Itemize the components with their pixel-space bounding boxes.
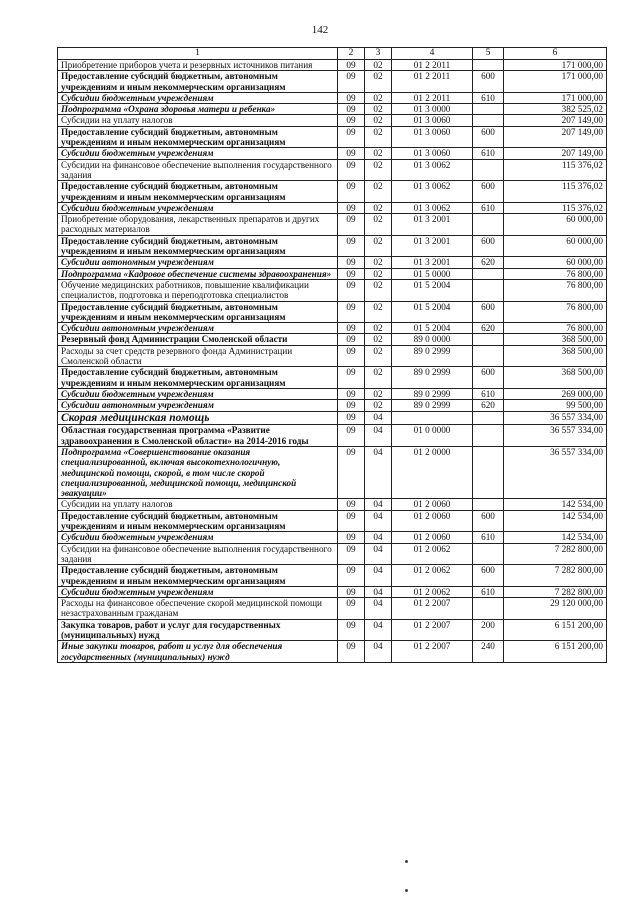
row-subsection-cell: 02 [365,334,392,345]
row-subsection-cell: 04 [365,510,392,532]
scan-speck [405,889,408,892]
row-name-cell: Предоставление субсидий бюджетным, автономным учреждениям и иным некоммерческим организациям [58,301,338,323]
row-subsection-cell: 04 [365,532,392,543]
row-expense-type-cell: 600 [473,565,504,587]
table-row [58,71,607,93]
row-name-cell: Предоставление субсидий бюджетным, автономным учреждениям и иным некоммерческим организациям [58,367,338,389]
table-row [58,301,607,323]
row-section-cell: 09 [338,115,365,126]
row-expense-type-cell: 600 [473,301,504,323]
row-subsection-cell: 02 [365,202,392,213]
row-name-cell: Субсидии бюджетным учреждениям [58,202,338,213]
row-expense-type-cell [473,268,504,279]
row-amount-cell: 7 282 800,00 [504,565,607,587]
row-amount-cell: 115 376,02 [504,181,607,203]
row-subsection-cell: 02 [365,71,392,93]
row-section-cell: 09 [338,543,365,565]
row-section-cell: 09 [338,126,365,148]
row-section-cell: 09 [338,268,365,279]
table-row [58,565,607,587]
table-row [58,60,607,71]
row-subsection-cell: 04 [365,543,392,565]
row-section-cell: 09 [338,301,365,323]
row-subsection-cell: 02 [365,92,392,103]
row-target-article-cell: 01 2 0062 [392,565,473,587]
row-name-cell: Приобретение приборов учета и резервных источников питания [58,60,338,71]
row-amount-cell: 76 800,00 [504,301,607,323]
row-expense-type-cell [473,446,504,498]
row-target-article-cell [392,411,473,425]
row-expense-type-cell: 610 [473,148,504,159]
row-amount-cell: 76 800,00 [504,268,607,279]
row-name-cell: Субсидии на уплату налогов [58,499,338,510]
row-section-cell: 09 [338,586,365,597]
row-section-cell: 09 [338,159,365,181]
row-name-cell: Предоставление субсидий бюджетным, автономным учреждениям и иным некоммерческим организациям [58,71,338,93]
row-section-cell: 09 [338,71,365,93]
table-row [58,159,607,181]
table-row [58,388,607,399]
row-expense-type-cell: 600 [473,235,504,257]
row-section-cell: 09 [338,499,365,510]
row-amount-cell: 36 557 334,00 [504,411,607,425]
row-expense-type-cell [473,104,504,115]
row-target-article-cell: 01 5 2004 [392,279,473,301]
row-expense-type-cell: 200 [473,619,504,641]
row-expense-type-cell [473,345,504,367]
row-section-cell: 09 [338,235,365,257]
row-expense-type-cell: 610 [473,586,504,597]
row-section-cell: 09 [338,334,365,345]
table-row [58,104,607,115]
row-expense-type-cell: 600 [473,367,504,389]
column-header-amount: 6 [504,48,607,60]
row-expense-type-cell [473,115,504,126]
row-name-cell: Субсидии бюджетным учреждениям [58,388,338,399]
row-expense-type-cell [473,499,504,510]
row-section-cell: 09 [338,214,365,236]
row-amount-cell: 29 120 000,00 [504,598,607,620]
table-body [58,60,607,663]
row-subsection-cell: 02 [365,159,392,181]
row-expense-type-cell: 610 [473,202,504,213]
table-row [58,510,607,532]
row-amount-cell: 7 282 800,00 [504,586,607,597]
row-subsection-cell: 04 [365,619,392,641]
row-name-cell: Подпрограмма «Охрана здоровья матери и ребенка» [58,104,338,115]
row-amount-cell: 60 000,00 [504,235,607,257]
row-subsection-cell: 02 [365,279,392,301]
row-name-cell: Субсидии на финансовое обеспечение выполнения государственного задания [58,159,338,181]
row-amount-cell: 99 500,00 [504,400,607,411]
row-section-cell: 09 [338,411,365,425]
row-target-article-cell: 01 3 2001 [392,257,473,268]
row-target-article-cell: 01 2 0060 [392,532,473,543]
table-row [58,115,607,126]
row-amount-cell: 7 282 800,00 [504,543,607,565]
table-row [58,235,607,257]
row-expense-type-cell [473,543,504,565]
table-row [58,214,607,236]
row-target-article-cell: 01 3 0000 [392,104,473,115]
table-row [58,367,607,389]
row-target-article-cell: 01 2 0062 [392,543,473,565]
row-expense-type-cell: 620 [473,257,504,268]
row-subsection-cell: 02 [365,345,392,367]
row-name-cell: Подпрограмма «Совершенствование оказания специализированной, включая высокотехнологичную, медицинской помощи, скорой, в том числе скорой специализированной, медицинской помощи, медицинской эвакуации» [58,446,338,498]
row-amount-cell: 368 500,00 [504,367,607,389]
row-amount-cell: 171 000,00 [504,60,607,71]
row-subsection-cell: 04 [365,499,392,510]
row-name-cell: Приобретение оборудования, лекарственных препаратов и других расходных материалов [58,214,338,236]
row-target-article-cell: 89 0 2999 [392,367,473,389]
row-name-cell: Субсидии бюджетным учреждениям [58,92,338,103]
budget-table [57,47,607,663]
row-target-article-cell: 01 3 0062 [392,181,473,203]
row-name-cell: Субсидии бюджетным учреждениям [58,148,338,159]
row-section-cell: 09 [338,202,365,213]
row-target-article-cell: 01 5 2004 [392,301,473,323]
table-row [58,499,607,510]
row-amount-cell: 171 000,00 [504,92,607,103]
row-amount-cell: 6 151 200,00 [504,641,607,663]
row-expense-type-cell [473,334,504,345]
table-row [58,268,607,279]
table-row [58,411,607,425]
row-section-cell: 09 [338,641,365,663]
row-expense-type-cell: 600 [473,71,504,93]
row-target-article-cell: 01 2 2007 [392,619,473,641]
row-amount-cell: 76 800,00 [504,279,607,301]
row-section-cell: 09 [338,257,365,268]
row-amount-cell: 115 376,02 [504,202,607,213]
column-header-section: 2 [338,48,365,60]
row-target-article-cell: 01 2 2007 [392,641,473,663]
row-target-article-cell: 01 2 0060 [392,499,473,510]
page-number: 142 [311,24,329,36]
row-subsection-cell: 04 [365,446,392,498]
row-amount-cell: 36 557 334,00 [504,446,607,498]
row-section-cell: 09 [338,400,365,411]
row-subsection-cell: 02 [365,181,392,203]
row-name-cell: Субсидии на финансовое обеспечение выполнения государственного задания [58,543,338,565]
row-target-article-cell: 01 2 2011 [392,92,473,103]
row-section-cell: 09 [338,510,365,532]
row-subsection-cell: 02 [365,257,392,268]
row-section-cell: 09 [338,345,365,367]
row-expense-type-cell [473,425,504,447]
row-subsection-cell: 04 [365,425,392,447]
row-section-cell: 09 [338,92,365,103]
table-row [58,334,607,345]
table-row [58,92,607,103]
row-section-cell: 09 [338,446,365,498]
row-amount-cell: 60 000,00 [504,257,607,268]
row-expense-type-cell [473,60,504,71]
table-row [58,586,607,597]
row-section-cell: 09 [338,181,365,203]
row-name-cell: Предоставление субсидий бюджетным, автономным учреждениям и иным некоммерческим организациям [58,235,338,257]
row-subsection-cell: 02 [365,115,392,126]
column-header-subsection: 3 [365,48,392,60]
row-amount-cell: 207 149,00 [504,126,607,148]
row-target-article-cell: 01 2 0062 [392,586,473,597]
row-target-article-cell: 01 3 0062 [392,159,473,181]
row-section-cell: 09 [338,104,365,115]
scan-speck [405,860,408,863]
row-section-cell: 09 [338,619,365,641]
table-row [58,598,607,620]
row-target-article-cell: 01 5 2004 [392,323,473,334]
row-amount-cell: 142 534,00 [504,532,607,543]
row-target-article-cell: 01 2 2011 [392,71,473,93]
row-amount-cell: 368 500,00 [504,345,607,367]
row-amount-cell: 207 149,00 [504,115,607,126]
row-expense-type-cell: 620 [473,323,504,334]
row-name-cell: Областная государственная программа «Развитие здравоохранения в Смоленской области» на 2014-2016 годы [58,425,338,447]
row-amount-cell: 269 000,00 [504,388,607,399]
row-expense-type-cell: 620 [473,400,504,411]
row-subsection-cell: 02 [365,323,392,334]
row-name-cell: Предоставление субсидий бюджетным, автономным учреждениям и иным некоммерческим организациям [58,126,338,148]
row-name-cell: Предоставление субсидий бюджетным, автономным учреждениям и иным некоммерческим организациям [58,181,338,203]
row-expense-type-cell: 600 [473,510,504,532]
column-header-name: 1 [58,48,338,60]
row-name-cell: Обучение медицинских работников, повышение квалификации специалистов, подготовка и переподготовка специалистов [58,279,338,301]
row-expense-type-cell [473,214,504,236]
row-section-cell: 09 [338,388,365,399]
row-subsection-cell: 02 [365,235,392,257]
row-section-cell: 09 [338,532,365,543]
row-subsection-cell: 02 [365,60,392,71]
row-amount-cell: 171 000,00 [504,71,607,93]
row-expense-type-cell: 610 [473,92,504,103]
table-row [58,181,607,203]
table-row [58,279,607,301]
row-name-cell: Субсидии автономным учреждениям [58,257,338,268]
row-name-cell: Субсидии автономным учреждениям [58,400,338,411]
row-expense-type-cell: 610 [473,388,504,399]
row-target-article-cell: 01 2 2007 [392,598,473,620]
row-name-cell: Иные закупки товаров, работ и услуг для обеспечения государственных (муниципальных) нужд [58,641,338,663]
row-target-article-cell: 01 3 2001 [392,235,473,257]
row-target-article-cell: 01 3 0062 [392,202,473,213]
row-expense-type-cell: 600 [473,126,504,148]
table-row [58,641,607,663]
row-name-cell: Резервный фонд Администрации Смоленской области [58,334,338,345]
row-target-article-cell: 89 0 2999 [392,345,473,367]
row-name-cell: Предоставление субсидий бюджетным, автономным учреждениям и иным некоммерческим организациям [58,510,338,532]
row-subsection-cell: 04 [365,411,392,425]
row-subsection-cell: 02 [365,367,392,389]
table-row [58,425,607,447]
row-target-article-cell: 01 2 0000 [392,446,473,498]
row-name-cell: Расходы за счет средств резервного фонда Администрации Смоленской области [58,345,338,367]
row-expense-type-cell [473,159,504,181]
row-target-article-cell: 01 2 0060 [392,510,473,532]
row-amount-cell: 142 534,00 [504,499,607,510]
row-subsection-cell: 02 [365,104,392,115]
table-header-row [58,48,607,60]
row-target-article-cell: 01 3 0060 [392,148,473,159]
row-amount-cell: 36 557 334,00 [504,425,607,447]
row-section-cell: 09 [338,598,365,620]
table-row [58,345,607,367]
row-name-cell: Расходы на финансовое обеспечение скорой медицинской помощи незастрахованным гражданам [58,598,338,620]
row-expense-type-cell: 610 [473,532,504,543]
column-header-expense-type: 5 [473,48,504,60]
row-target-article-cell: 01 0 0000 [392,425,473,447]
table-row [58,543,607,565]
row-subsection-cell: 02 [365,148,392,159]
row-subsection-cell: 04 [365,586,392,597]
row-subsection-cell: 04 [365,565,392,587]
row-section-cell: 09 [338,425,365,447]
row-target-article-cell: 01 3 2001 [392,214,473,236]
row-expense-type-cell: 600 [473,181,504,203]
row-name-cell: Субсидии бюджетным учреждениям [58,532,338,543]
row-amount-cell: 115 376,02 [504,159,607,181]
row-amount-cell: 207 149,00 [504,148,607,159]
row-target-article-cell: 89 0 2999 [392,400,473,411]
row-name-cell: Скорая медицинская помощь [58,411,338,425]
row-name-cell: Закупка товаров, работ и услуг для государственных (муниципальных) нужд [58,619,338,641]
row-expense-type-cell [473,411,504,425]
table-row [58,202,607,213]
row-subsection-cell: 02 [365,400,392,411]
row-amount-cell: 382 525,02 [504,104,607,115]
row-expense-type-cell [473,279,504,301]
row-name-cell: Предоставление субсидий бюджетным, автономным учреждениям и иным некоммерческим организациям [58,565,338,587]
table-row [58,148,607,159]
row-subsection-cell: 04 [365,598,392,620]
row-subsection-cell: 04 [365,641,392,663]
row-section-cell: 09 [338,565,365,587]
row-name-cell: Субсидии автономным учреждениям [58,323,338,334]
row-target-article-cell: 01 2 2011 [392,60,473,71]
row-target-article-cell: 01 3 0060 [392,115,473,126]
row-subsection-cell: 02 [365,301,392,323]
table-row [58,532,607,543]
table-row [58,446,607,498]
row-amount-cell: 368 500,00 [504,334,607,345]
row-subsection-cell: 02 [365,126,392,148]
row-section-cell: 09 [338,367,365,389]
row-section-cell: 09 [338,279,365,301]
column-header-target-article: 4 [392,48,473,60]
row-target-article-cell: 01 3 0060 [392,126,473,148]
row-name-cell: Субсидии на уплату налогов [58,115,338,126]
row-expense-type-cell: 240 [473,641,504,663]
table-row [58,400,607,411]
row-target-article-cell: 89 0 0000 [392,334,473,345]
row-section-cell: 09 [338,148,365,159]
row-target-article-cell: 01 5 0000 [392,268,473,279]
row-amount-cell: 6 151 200,00 [504,619,607,641]
row-section-cell: 09 [338,60,365,71]
row-subsection-cell: 02 [365,214,392,236]
row-section-cell: 09 [338,323,365,334]
row-subsection-cell: 02 [365,268,392,279]
row-subsection-cell: 02 [365,388,392,399]
row-expense-type-cell [473,598,504,620]
row-name-cell: Подпрограмма «Кадровое обеспечение системы здравоохранения» [58,268,338,279]
row-name-cell: Субсидии бюджетным учреждениям [58,586,338,597]
row-amount-cell: 142 534,00 [504,510,607,532]
row-target-article-cell: 89 0 2999 [392,388,473,399]
table-row [58,619,607,641]
row-amount-cell: 60 000,00 [504,214,607,236]
table-row [58,126,607,148]
table-row [58,323,607,334]
row-amount-cell: 76 800,00 [504,323,607,334]
table-row [58,257,607,268]
